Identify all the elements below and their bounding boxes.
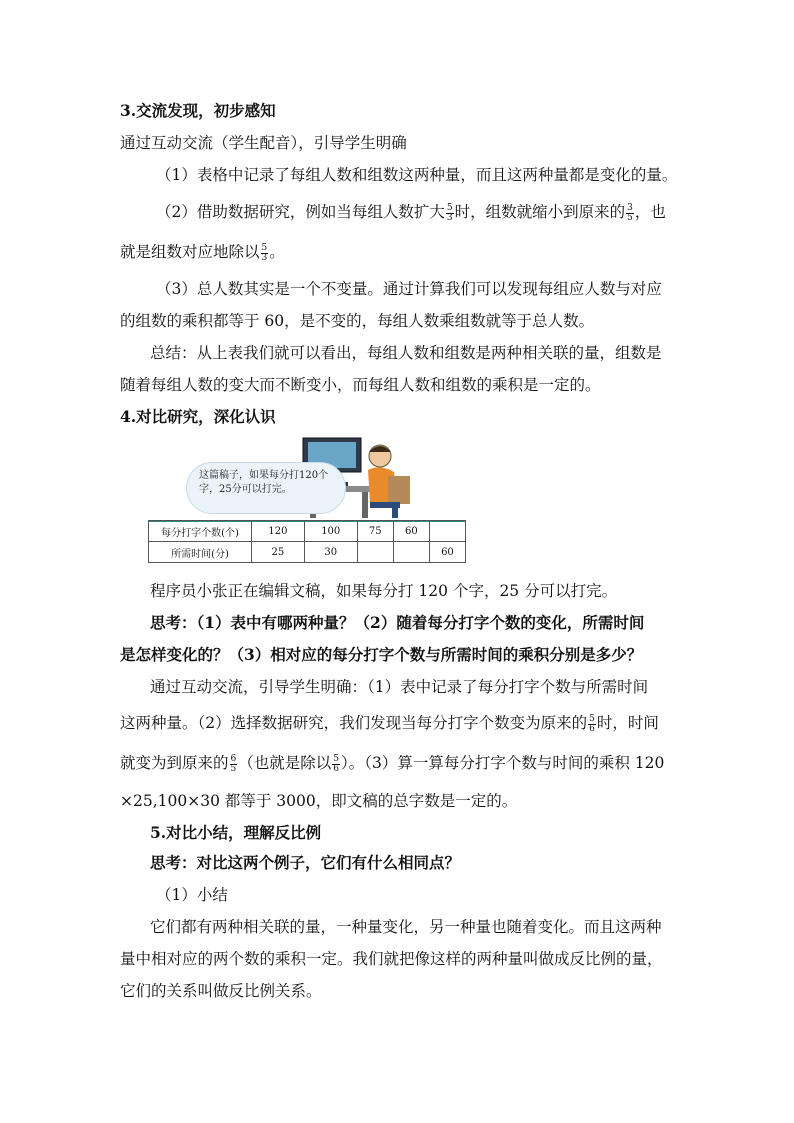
text: 就是组数对应地除以 (120, 243, 260, 261)
table-cell: 60 (429, 542, 465, 563)
s4-answer-line4: ×25,100×30 都等于 3000，即文稿的总字数是一定的。 (120, 792, 518, 810)
s4-question-line2: 是怎样变化的？（3）相对应的每分打字个数与所需时间的乘积分别是多少？ (120, 645, 643, 664)
s4-description: 程序员小张正在编辑文稿，如果每分打 120 个字，25 分可以打完。 (150, 582, 618, 600)
table-cell (393, 542, 429, 563)
denominator: 6 (333, 763, 339, 774)
table-row (149, 542, 466, 563)
fraction-5-6 (588, 715, 596, 734)
s4-question-line1: 思考：（1）表中有哪两种量？（2）随着每分打字个数的变化，所需时间 (150, 613, 645, 632)
numerator: 6 (230, 753, 237, 764)
s3-point-1: （1）表格中记录了每组人数和组数这两种量，而且这两种量都是变化的量。 (156, 166, 678, 184)
section-3-heading: 3.交流发现，初步感知 (120, 101, 276, 120)
text: （2）借助数据研究，例如当每组人数扩大 (156, 203, 445, 221)
fraction-6-5 (230, 755, 238, 774)
table-row (149, 521, 466, 542)
fraction-5-6 (332, 755, 340, 774)
fraction-5-3 (261, 244, 269, 263)
table-cell: 60 (393, 521, 429, 542)
text: （也就是除以 (238, 754, 332, 772)
s3-point-2-line1 (156, 201, 716, 223)
s5-subheading: （1）小结 (156, 886, 228, 904)
s3-summary-line1: 总结：从上表我们就可以看出，每组人数和组数是两种相关联的量，组数是 (150, 344, 662, 362)
table-cell: 100 (304, 521, 357, 542)
text: 。 (269, 243, 285, 261)
table-cell: 30 (304, 542, 357, 563)
denominator: 5 (627, 212, 633, 223)
numerator: 5 (261, 242, 268, 253)
text: ）。（3）算一算每分打字个数与时间的乘积 120 (341, 754, 665, 772)
table-cell: 120 (252, 521, 305, 542)
section-4-heading: 4.对比研究，深化认识 (120, 407, 276, 426)
s5-question: 思考：对比这两个例子，它们有什么相同点？ (150, 853, 461, 872)
numerator: 5 (446, 202, 453, 213)
typing-illustration (148, 436, 466, 568)
denominator: 5 (230, 763, 237, 774)
s3-point-3-line2: 的组数的乘积都等于 60，是不变的，每组人数乘组数就等于总人数。 (120, 312, 595, 330)
text: 这两种量。（2）选择数据研究，我们发现当每分打字个数变为原来的 (120, 714, 588, 732)
text: 时，组数就缩小到原来的 (454, 203, 626, 221)
fraction-5-3 (446, 204, 454, 223)
s4-answer-line3 (120, 752, 680, 774)
table-cell: 75 (357, 521, 393, 542)
fraction-3-5 (626, 204, 634, 223)
numerator: 5 (589, 713, 595, 724)
section-5-heading: 5.对比小结，理解反比例 (150, 823, 322, 842)
s5-conclusion-line1: 它们都有两种相关联的量，一种量变化，另一种量也随着变化。而且这两种 (150, 918, 662, 936)
s3-point-2-line2 (120, 241, 680, 263)
text: 就变为到原来的 (120, 754, 229, 772)
s4-answer-line1: 通过互动交流，引导学生明确：（1）表中记录了每分打字个数与所需时间 (150, 678, 649, 696)
s5-conclusion-line3: 它们的关系叫做反比例关系。 (120, 982, 322, 1000)
numerator: 5 (333, 753, 339, 764)
typing-data-table (148, 520, 466, 563)
denominator: 3 (261, 252, 268, 263)
table-cell: 25 (252, 542, 305, 563)
row-header: 每分打字个数(个) (149, 521, 252, 542)
s3-summary-line2: 随着每组人数的变大而不断变小，而每组人数和组数的乘积是一定的。 (120, 376, 601, 394)
table-cell (429, 521, 465, 542)
denominator: 3 (446, 212, 453, 223)
text: ，也 (634, 203, 666, 221)
text: 时，时间 (596, 714, 659, 732)
table-cell (357, 542, 393, 563)
s3-intro: 通过互动交流（学生配音），引导学生明确 (120, 134, 407, 152)
numerator: 3 (627, 202, 633, 213)
row-header: 所需时间(分) (149, 542, 252, 563)
speech-bubble: 这篇稿子，如果每分打120个字，25分可以打完。 (186, 462, 346, 514)
denominator: 6 (589, 723, 595, 734)
s4-answer-line2 (120, 712, 680, 734)
s3-point-3-line1: （3）总人数其实是一个不变量。通过计算我们可以发现每组应人数与对应 (156, 280, 662, 298)
s5-conclusion-line2: 量中相对应的两个数的乘积一定。我们就把像这样的两种量叫做成反比例的量， (120, 950, 663, 968)
